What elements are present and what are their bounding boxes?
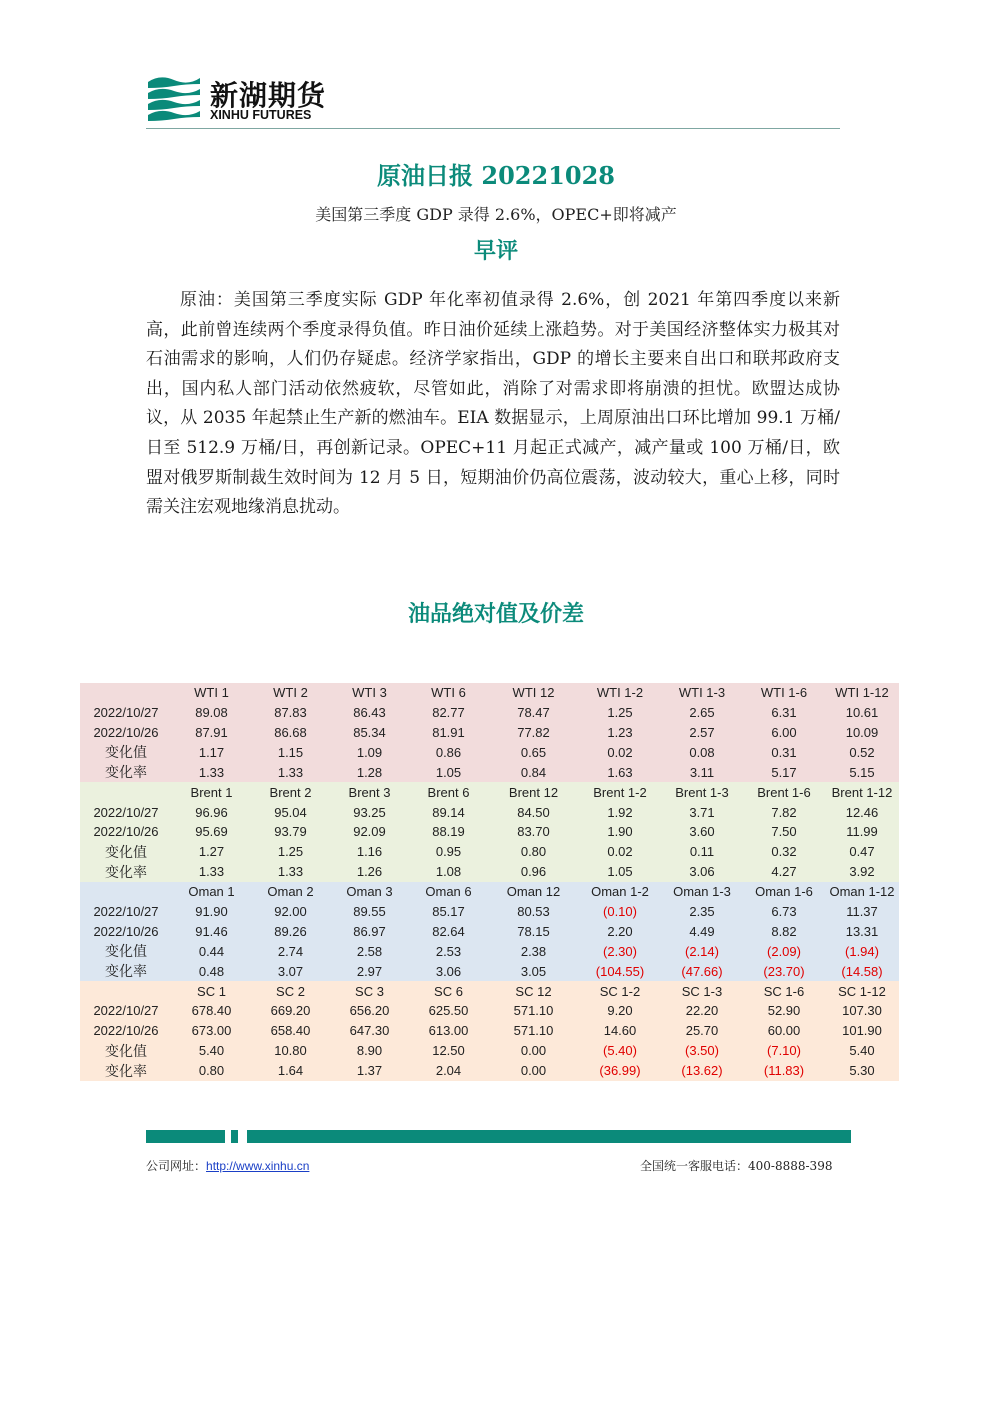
column-header: WTI 1-3 bbox=[661, 683, 743, 703]
table-cell: 81.91 bbox=[409, 723, 488, 743]
footer-bar-segment bbox=[231, 1130, 238, 1143]
footer-hotline: 全国统一客服电话：400-8888-398 bbox=[640, 1159, 833, 1173]
row-label: 2022/10/26 bbox=[80, 921, 172, 941]
table-cell: 101.90 bbox=[825, 1021, 899, 1041]
table-cell: 11.99 bbox=[825, 822, 899, 842]
footer-bar-segment bbox=[247, 1130, 851, 1143]
table-cell: 22.20 bbox=[661, 1001, 743, 1021]
table-cell: 89.26 bbox=[251, 921, 330, 941]
table-cell: 14.60 bbox=[579, 1021, 661, 1041]
review-paragraph: 原油：美国第三季度实际 GDP 年化率初值录得 2.6%，创 2021 年第四季度以来新高，此前曾连续两个季度录得负值。昨日油价延续上涨趋势。对于美国经济整体实力极其对石油需求的影响，人们仍存疑虑。经济学家指出，GDP 的增长主要来自出口和联邦政府支出，国内私人部门活动依然疲软，尽管如此，消除了对需求即将崩溃的担忧。欧盟达成协议，从 2035 年起禁止生产新的燃油车。EIA 数据显示，上周原油出口环比增加 99.1 万桶/日至 512.9 万桶/日，再创新记录。OPEC+11 月起正式减产，减产量或 100 万桶/日，欧盟对俄罗斯制裁生效时间为 12 月 5 日，短期油价仍高位震荡，波动较大，重心上移，同时需关注宏观地缘消息扰动。 bbox=[146, 290, 840, 518]
table-row bbox=[80, 742, 899, 762]
table-cell: 3.11 bbox=[661, 762, 743, 782]
table-cell: 1.17 bbox=[172, 742, 251, 762]
row-label: 2022/10/26 bbox=[80, 822, 172, 842]
table-cell: 613.00 bbox=[409, 1021, 488, 1041]
table-cell: 8.82 bbox=[743, 921, 825, 941]
table-row bbox=[80, 723, 899, 743]
table-cell: 95.69 bbox=[172, 822, 251, 842]
section-heading-table: 油品绝对值及价差 bbox=[407, 601, 584, 627]
row-label: 2022/10/27 bbox=[80, 703, 172, 723]
column-header: SC 1-3 bbox=[661, 981, 743, 1001]
table-cell: 87.83 bbox=[251, 703, 330, 723]
table-cell: 86.68 bbox=[251, 723, 330, 743]
column-header: WTI 3 bbox=[330, 683, 409, 703]
table-cell: 1.33 bbox=[251, 862, 330, 882]
table-cell: 5.40 bbox=[172, 1041, 251, 1061]
table-cell: 2.58 bbox=[330, 941, 409, 961]
column-header: Brent 1-3 bbox=[661, 782, 743, 802]
table-cell: 85.17 bbox=[409, 902, 488, 922]
table-cell bbox=[80, 882, 172, 902]
table-cell: 93.25 bbox=[330, 802, 409, 822]
table-cell: 1.09 bbox=[330, 742, 409, 762]
table-cell bbox=[80, 981, 172, 1001]
table-cell: 1.37 bbox=[330, 1061, 409, 1081]
table-cell: (2.14) bbox=[661, 941, 743, 961]
row-label: 变化值 bbox=[80, 1041, 172, 1061]
column-header: SC 6 bbox=[409, 981, 488, 1001]
table-cell: 0.95 bbox=[409, 842, 488, 862]
section-heading-review: 早评 bbox=[473, 238, 518, 264]
footer-bar-segment bbox=[146, 1130, 225, 1143]
column-header: Oman 1-12 bbox=[825, 882, 899, 902]
table-cell: 1.16 bbox=[330, 842, 409, 862]
table-cell: (14.58) bbox=[825, 961, 899, 981]
table-cell: 7.82 bbox=[743, 802, 825, 822]
table-cell: 10.61 bbox=[825, 703, 899, 723]
table-cell: 669.20 bbox=[251, 1001, 330, 1021]
table-row bbox=[80, 921, 899, 941]
wti-header-row bbox=[80, 683, 899, 703]
footer-website-label: 公司网址： bbox=[146, 1159, 207, 1173]
table-row bbox=[80, 822, 899, 842]
column-header: Brent 12 bbox=[488, 782, 579, 802]
table-cell: 107.30 bbox=[825, 1001, 899, 1021]
table-row bbox=[80, 1001, 899, 1021]
table-cell: 10.09 bbox=[825, 723, 899, 743]
table-cell: 84.50 bbox=[488, 802, 579, 822]
report-subtitle: 美国第三季度 GDP 录得 2.6%，OPEC+即将减产 bbox=[315, 205, 677, 224]
table-cell: 1.63 bbox=[579, 762, 661, 782]
column-header: Brent 1-6 bbox=[743, 782, 825, 802]
table-cell: (1.94) bbox=[825, 941, 899, 961]
row-label: 2022/10/26 bbox=[80, 1021, 172, 1041]
table-cell: 678.40 bbox=[172, 1001, 251, 1021]
column-header: WTI 1-12 bbox=[825, 683, 899, 703]
table-cell: 0.52 bbox=[825, 742, 899, 762]
table-cell: (5.40) bbox=[579, 1041, 661, 1061]
table-row bbox=[80, 1041, 899, 1061]
table-row bbox=[80, 961, 899, 981]
table-cell: 5.15 bbox=[825, 762, 899, 782]
column-header: Oman 1-6 bbox=[743, 882, 825, 902]
table-cell: 673.00 bbox=[172, 1021, 251, 1041]
column-header: Oman 1 bbox=[172, 882, 251, 902]
table-cell: (23.70) bbox=[743, 961, 825, 981]
table-cell: 3.06 bbox=[409, 961, 488, 981]
logo-name-en: XINHU FUTURES bbox=[210, 108, 312, 122]
row-label: 变化率 bbox=[80, 1061, 172, 1081]
table-cell: 89.55 bbox=[330, 902, 409, 922]
table-cell: (104.55) bbox=[579, 961, 661, 981]
table-row bbox=[80, 802, 899, 822]
table-cell: 88.19 bbox=[409, 822, 488, 842]
table-cell: 9.20 bbox=[579, 1001, 661, 1021]
table-cell: 13.31 bbox=[825, 921, 899, 941]
table-cell: 571.10 bbox=[488, 1001, 579, 1021]
column-header: Oman 3 bbox=[330, 882, 409, 902]
column-header: WTI 6 bbox=[409, 683, 488, 703]
table-cell: 0.02 bbox=[579, 842, 661, 862]
table-cell: 12.46 bbox=[825, 802, 899, 822]
table-cell: 1.27 bbox=[172, 842, 251, 862]
sc-header-row bbox=[80, 981, 899, 1001]
table-cell: 87.91 bbox=[172, 723, 251, 743]
table-cell: 1.64 bbox=[251, 1061, 330, 1081]
table-cell: 0.96 bbox=[488, 862, 579, 882]
row-label: 变化值 bbox=[80, 941, 172, 961]
table-cell: 625.50 bbox=[409, 1001, 488, 1021]
table-cell: 571.10 bbox=[488, 1021, 579, 1041]
table-cell: 0.44 bbox=[172, 941, 251, 961]
table-cell: 5.40 bbox=[825, 1041, 899, 1061]
table-cell: 96.96 bbox=[172, 802, 251, 822]
table-cell: 1.25 bbox=[251, 842, 330, 862]
table-cell: 1.08 bbox=[409, 862, 488, 882]
column-header: WTI 1-2 bbox=[579, 683, 661, 703]
table-cell: 2.38 bbox=[488, 941, 579, 961]
column-header: SC 3 bbox=[330, 981, 409, 1001]
column-header: SC 1-2 bbox=[579, 981, 661, 1001]
column-header: Brent 6 bbox=[409, 782, 488, 802]
table-cell: 647.30 bbox=[330, 1021, 409, 1041]
column-header: Brent 2 bbox=[251, 782, 330, 802]
table-cell: 86.97 bbox=[330, 921, 409, 941]
column-header: SC 1 bbox=[172, 981, 251, 1001]
table-cell: 0.00 bbox=[488, 1041, 579, 1061]
table-cell: 86.43 bbox=[330, 703, 409, 723]
table-cell: 95.04 bbox=[251, 802, 330, 822]
table-cell: 0.84 bbox=[488, 762, 579, 782]
table-cell: 3.05 bbox=[488, 961, 579, 981]
table-cell: 3.07 bbox=[251, 961, 330, 981]
table-cell: 0.47 bbox=[825, 842, 899, 862]
column-header: SC 1-6 bbox=[743, 981, 825, 1001]
table-cell: 82.64 bbox=[409, 921, 488, 941]
table-cell: 2.53 bbox=[409, 941, 488, 961]
table-cell: (7.10) bbox=[743, 1041, 825, 1061]
table-cell: (2.30) bbox=[579, 941, 661, 961]
footer-website bbox=[146, 1157, 309, 1174]
table-cell: 4.49 bbox=[661, 921, 743, 941]
table-cell: 1.33 bbox=[251, 762, 330, 782]
table-cell: 5.30 bbox=[825, 1061, 899, 1081]
table-cell: 80.53 bbox=[488, 902, 579, 922]
header-divider bbox=[146, 128, 840, 129]
table-cell: (2.09) bbox=[743, 941, 825, 961]
table-cell: 0.00 bbox=[488, 1061, 579, 1081]
table-cell: 92.09 bbox=[330, 822, 409, 842]
table-cell: 2.65 bbox=[661, 703, 743, 723]
row-label: 变化值 bbox=[80, 742, 172, 762]
table-cell: 3.06 bbox=[661, 862, 743, 882]
table-cell: 89.08 bbox=[172, 703, 251, 723]
table-cell: 92.00 bbox=[251, 902, 330, 922]
brent-header-row bbox=[80, 782, 899, 802]
table-cell: 0.08 bbox=[661, 742, 743, 762]
row-label: 变化率 bbox=[80, 961, 172, 981]
column-header: WTI 1 bbox=[172, 683, 251, 703]
table-cell: 0.31 bbox=[743, 742, 825, 762]
column-header: Brent 1-2 bbox=[579, 782, 661, 802]
table-cell: 1.92 bbox=[579, 802, 661, 822]
column-header: WTI 1-6 bbox=[743, 683, 825, 703]
column-header: Brent 3 bbox=[330, 782, 409, 802]
table-cell: 25.70 bbox=[661, 1021, 743, 1041]
table-cell: (13.62) bbox=[661, 1061, 743, 1081]
column-header: Oman 6 bbox=[409, 882, 488, 902]
table-cell: (36.99) bbox=[579, 1061, 661, 1081]
table-cell: 3.92 bbox=[825, 862, 899, 882]
table-cell: (47.66) bbox=[661, 961, 743, 981]
footer-website-link[interactable]: http://www.xinhu.cn bbox=[206, 1159, 310, 1173]
table-cell: 60.00 bbox=[743, 1021, 825, 1041]
table-cell: 3.71 bbox=[661, 802, 743, 822]
table-cell: 85.34 bbox=[330, 723, 409, 743]
table-cell: 1.15 bbox=[251, 742, 330, 762]
row-label: 2022/10/27 bbox=[80, 902, 172, 922]
table-cell: 3.60 bbox=[661, 822, 743, 842]
table-cell: 6.73 bbox=[743, 902, 825, 922]
table-cell: (3.50) bbox=[661, 1041, 743, 1061]
column-header: Oman 1-2 bbox=[579, 882, 661, 902]
table-cell: 82.77 bbox=[409, 703, 488, 723]
table-cell: 91.46 bbox=[172, 921, 251, 941]
column-header: SC 1-12 bbox=[825, 981, 899, 1001]
table-cell: 2.97 bbox=[330, 961, 409, 981]
row-label: 2022/10/26 bbox=[80, 723, 172, 743]
table-cell: 6.00 bbox=[743, 723, 825, 743]
table-row bbox=[80, 862, 899, 882]
table-cell: 1.33 bbox=[172, 862, 251, 882]
table-cell: 2.74 bbox=[251, 941, 330, 961]
table-cell: 0.48 bbox=[172, 961, 251, 981]
table-cell: 6.31 bbox=[743, 703, 825, 723]
table-cell: 1.33 bbox=[172, 762, 251, 782]
table-cell: 83.70 bbox=[488, 822, 579, 842]
oman-header-row bbox=[80, 882, 899, 902]
table-cell: 1.25 bbox=[579, 703, 661, 723]
table-cell: 0.11 bbox=[661, 842, 743, 862]
table-cell: 77.82 bbox=[488, 723, 579, 743]
table-cell bbox=[80, 782, 172, 802]
table-cell: 2.57 bbox=[661, 723, 743, 743]
table-cell bbox=[80, 683, 172, 703]
column-header: WTI 2 bbox=[251, 683, 330, 703]
table-cell: 89.14 bbox=[409, 802, 488, 822]
logo-name-cn: 新湖期货 bbox=[210, 79, 327, 112]
table-cell: 5.17 bbox=[743, 762, 825, 782]
table-row bbox=[80, 1061, 899, 1081]
column-header: Brent 1 bbox=[172, 782, 251, 802]
row-label: 2022/10/27 bbox=[80, 802, 172, 822]
table-row bbox=[80, 941, 899, 961]
column-header: Oman 12 bbox=[488, 882, 579, 902]
table-row bbox=[80, 842, 899, 862]
table-row bbox=[80, 1021, 899, 1041]
column-header: Oman 1-3 bbox=[661, 882, 743, 902]
table-cell: 7.50 bbox=[743, 822, 825, 842]
table-cell: 1.05 bbox=[579, 862, 661, 882]
column-header: SC 2 bbox=[251, 981, 330, 1001]
table-cell: 2.20 bbox=[579, 921, 661, 941]
table-cell: (0.10) bbox=[579, 902, 661, 922]
table-row bbox=[80, 902, 899, 922]
table-cell: 1.23 bbox=[579, 723, 661, 743]
table-cell: 1.26 bbox=[330, 862, 409, 882]
table-cell: 1.05 bbox=[409, 762, 488, 782]
row-label: 变化率 bbox=[80, 862, 172, 882]
column-header: Brent 1-12 bbox=[825, 782, 899, 802]
table-cell: 0.32 bbox=[743, 842, 825, 862]
table-cell: 2.35 bbox=[661, 902, 743, 922]
table-cell: (11.83) bbox=[743, 1061, 825, 1081]
row-label: 2022/10/27 bbox=[80, 1001, 172, 1021]
table-cell: 4.27 bbox=[743, 862, 825, 882]
column-header: WTI 12 bbox=[488, 683, 579, 703]
table-cell: 52.90 bbox=[743, 1001, 825, 1021]
table-row bbox=[80, 703, 899, 723]
row-label: 变化率 bbox=[80, 762, 172, 782]
wave-logo-icon bbox=[146, 72, 202, 124]
table-cell: 656.20 bbox=[330, 1001, 409, 1021]
table-cell: 1.90 bbox=[579, 822, 661, 842]
table-cell: 91.90 bbox=[172, 902, 251, 922]
table-row bbox=[80, 762, 899, 782]
table-cell: 658.40 bbox=[251, 1021, 330, 1041]
report-title: 原油日报 20221028 bbox=[377, 161, 615, 190]
table-cell: 0.02 bbox=[579, 742, 661, 762]
row-label: 变化值 bbox=[80, 842, 172, 862]
table-cell: 11.37 bbox=[825, 902, 899, 922]
oil-price-table bbox=[80, 683, 899, 1081]
table-cell: 0.80 bbox=[488, 842, 579, 862]
table-cell: 93.79 bbox=[251, 822, 330, 842]
table-cell: 0.80 bbox=[172, 1061, 251, 1081]
table-cell: 2.04 bbox=[409, 1061, 488, 1081]
table-cell: 8.90 bbox=[330, 1041, 409, 1061]
column-header: Oman 2 bbox=[251, 882, 330, 902]
table-cell: 78.15 bbox=[488, 921, 579, 941]
table-cell: 10.80 bbox=[251, 1041, 330, 1061]
table-cell: 0.65 bbox=[488, 742, 579, 762]
table-cell: 0.86 bbox=[409, 742, 488, 762]
table-cell: 12.50 bbox=[409, 1041, 488, 1061]
table-cell: 78.47 bbox=[488, 703, 579, 723]
column-header: SC 12 bbox=[488, 981, 579, 1001]
table-cell: 1.28 bbox=[330, 762, 409, 782]
